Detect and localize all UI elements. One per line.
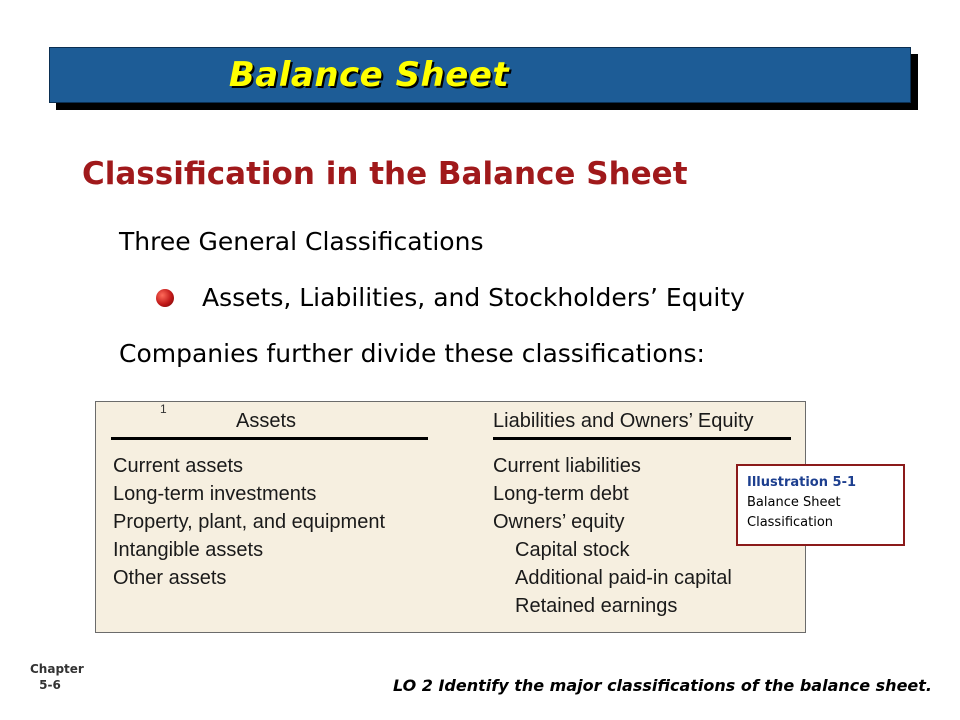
liabilities-equity-list (493, 452, 732, 620)
list-item: Other assets (113, 567, 227, 589)
classification-table (95, 401, 806, 633)
liabilities-column-header: Liabilities and Owners’ Equity (493, 410, 754, 432)
chapter-word: Chapter (30, 662, 84, 676)
list-item: Property, plant, and equipment (113, 511, 386, 533)
list-item: Current liabilities (493, 455, 641, 477)
chapter-number: 5-6 (39, 678, 61, 692)
illustration-caption (736, 464, 905, 546)
illustration-caption-line: Classification (747, 515, 834, 530)
list-item: Current assets (113, 455, 244, 477)
bullet-item-equation: Assets, Liabilities, and Stockholders’ Equity (202, 283, 745, 312)
liabilities-header-rule (493, 437, 791, 440)
section-heading: Classification in the Balance Sheet (82, 156, 688, 192)
body-line-further-divide: Companies further divide these classifications: (119, 339, 705, 368)
list-item: Capital stock (515, 539, 630, 561)
table-marker: 1 (160, 402, 167, 416)
body-line-classifications: Three General Classifications (119, 227, 484, 256)
assets-column-header: Assets (236, 410, 297, 432)
illustration-caption-line: Balance Sheet (747, 495, 841, 510)
list-item: Retained earnings (515, 595, 678, 617)
red-ball-bullet-icon (156, 289, 174, 307)
assets-header-rule (111, 437, 428, 440)
assets-list (113, 452, 385, 592)
list-item: Additional paid-in capital (515, 567, 732, 589)
learning-objective: LO 2 Identify the major classifications of the balance sheet. (392, 676, 932, 695)
list-item: Long-term debt (493, 483, 629, 505)
list-item: Owners’ equity (493, 511, 625, 533)
slide-title: Balance Sheet (228, 55, 510, 95)
list-item: Long-term investments (113, 483, 317, 505)
illustration-number: Illustration 5-1 (747, 475, 857, 490)
chapter-label (30, 661, 84, 693)
list-item: Intangible assets (113, 539, 264, 561)
